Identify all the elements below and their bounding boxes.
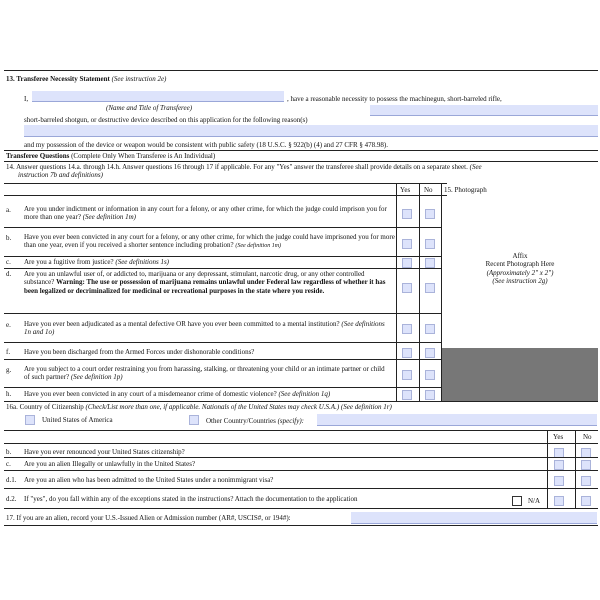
divider	[4, 359, 441, 360]
q14b-no-checkbox[interactable]	[425, 239, 435, 249]
q14d-no-checkbox[interactable]	[425, 283, 435, 293]
i-label: I,	[24, 95, 29, 103]
col-divider	[547, 430, 548, 508]
q14d-letter: d.	[6, 270, 12, 278]
divider	[4, 401, 598, 402]
photo-instructions: Affix Recent Photograph Here (Approximately 2" x 2") (See instruction 2g)	[485, 252, 555, 286]
na-label: N/A	[528, 497, 541, 505]
q16b-letter: b.	[6, 448, 12, 456]
divider	[4, 508, 598, 509]
divider	[4, 150, 598, 151]
q16d1-no-checkbox[interactable]	[581, 476, 591, 486]
necessity-text: , have a reasonable necessity to possess the machinegun, short-barreled rifle,	[287, 95, 502, 103]
divider	[4, 457, 598, 458]
col-divider	[419, 183, 420, 401]
other-country-label: Other Country/Countries (specify):	[206, 417, 304, 425]
q16d2-text: If "yes", do you fall within any of the exceptions stated in the instructions? Attach the documentation to the application	[24, 495, 358, 503]
q14a-no-checkbox[interactable]	[425, 209, 435, 219]
col-divider	[575, 430, 576, 508]
q16d2-na-checkbox[interactable]	[512, 496, 522, 506]
q14g-no-checkbox[interactable]	[425, 370, 435, 380]
q14d-text: Are you an unlawful user of, or addicted to, marijuana or any depressant, stimulant, narcotic drug, or any other controlled substance? Warning: The use or possession of marijuana remains unlawful under Federal law regardless of whether it has been legalized or decriminalized for medicinal or recreational purposes in the state where you reside.	[24, 270, 386, 295]
divider	[4, 161, 598, 162]
q14-intro: 14. Answer questions 14.a. through 14.h. Answer questions 16 through 17 if applicable. For any "Yes" answer the transferee shall provide details on a separate sheet. (See	[6, 163, 482, 171]
photograph-label: 15. Photograph	[444, 186, 487, 194]
q16a-label: 16a. Country of Citizenship (Check/List more than one, if applicable. Nationals of the United States may check U.S.A.) (See definition 1r)	[6, 403, 392, 411]
q16d1-text: Are you an alien who has been admitted to the United States under a nonimmigrant visa?	[24, 476, 274, 484]
other-country-field[interactable]	[317, 414, 597, 426]
q16d2-yes-checkbox[interactable]	[554, 496, 564, 506]
q14c-no-checkbox[interactable]	[425, 258, 435, 268]
transferee-name-title-field[interactable]	[32, 91, 284, 102]
yes-header-2: Yes	[553, 433, 564, 441]
divider	[4, 470, 598, 471]
q14h-letter: h.	[6, 390, 12, 398]
q14a-letter: a.	[6, 206, 11, 214]
divider	[4, 268, 441, 269]
divider	[4, 70, 598, 71]
q14e-letter: e.	[6, 321, 11, 329]
divider	[4, 525, 598, 526]
q14e-no-checkbox[interactable]	[425, 324, 435, 334]
q14h-text: Have you ever been convicted in any court of a misdemeanor crime of domestic violence? (See definition 1q)	[24, 390, 331, 398]
no-header-2: No	[583, 433, 592, 441]
transferee-questions-heading: Transferee Questions (Complete Only When Transferee is An Individual)	[6, 152, 216, 160]
q16d1-yes-checkbox[interactable]	[554, 476, 564, 486]
q16c-no-checkbox[interactable]	[581, 460, 591, 470]
divider	[4, 227, 441, 228]
q16d2-letter: d.2.	[6, 495, 17, 503]
q14-intro-ref: instruction 7b and definitions)	[18, 171, 103, 179]
alien-number-field[interactable]	[351, 512, 597, 524]
reason-prompt: short-barreled shotgun, or destructive device described on this application for the following reason(s)	[24, 116, 308, 124]
divider	[4, 342, 441, 343]
divider	[4, 488, 598, 489]
q14d-yes-checkbox[interactable]	[402, 283, 412, 293]
divider	[4, 387, 441, 388]
q14c-letter: c.	[6, 258, 11, 266]
q14g-text: Are you subject to a court order restraining you from harassing, stalking, or threatening your child or an intimate partner or child of such partner? (See definition 1p)	[24, 365, 385, 382]
divider	[4, 195, 447, 196]
atf-form-section	[4, 70, 598, 526]
divider	[4, 443, 598, 444]
q14e-text: Have you ever been adjudicated as a mental defective OR have you ever been committed to a mental institution? (See definitions 1n and 1o)	[24, 320, 385, 337]
reason-field-2[interactable]	[24, 125, 598, 137]
q16c-letter: c.	[6, 460, 11, 468]
usa-checkbox[interactable]	[25, 415, 35, 425]
q14f-text: Have you been discharged from the Armed Forces under dishonorable conditions?	[24, 348, 255, 356]
q14h-no-checkbox[interactable]	[425, 390, 435, 400]
q16b-text: Have you ever renounced your United States citizenship?	[24, 448, 185, 456]
q14f-no-checkbox[interactable]	[425, 348, 435, 358]
q14b-yes-checkbox[interactable]	[402, 239, 412, 249]
other-country-checkbox[interactable]	[189, 415, 199, 425]
public-safety-statement: and my possession of the device or weapon would be consistent with public safety (18 U.S.C. § 922(b) (4) and 27 CFR § 478.98).	[24, 141, 388, 149]
usa-label: United States of America	[42, 416, 113, 424]
q14b-letter: b.	[6, 234, 12, 242]
section-13-title: 13. Transferee Necessity Statement (See instruction 2e)	[6, 75, 167, 83]
q14g-letter: g.	[6, 366, 12, 374]
yes-header: Yes	[400, 186, 411, 194]
q16c-text: Are you an alien Illegally or unlawfully in the United States?	[24, 460, 196, 468]
q16c-yes-checkbox[interactable]	[554, 460, 564, 470]
q14g-yes-checkbox[interactable]	[402, 370, 412, 380]
divider	[4, 313, 441, 314]
q14b-text: Have you ever been convicted in any court for a felony, or any other crime, for which the judge could have imprisoned you for more than one year, even if you received a shorter sentence including probation? (See definition 1m)	[24, 233, 395, 250]
q14a-text: Are you under indictment or information in any court for a felony, or any other crime, for which the judge could imprison you for more than one year? (See definition 1m)	[24, 205, 387, 222]
q14a-yes-checkbox[interactable]	[402, 209, 412, 219]
q14h-yes-checkbox[interactable]	[402, 390, 412, 400]
no-header: No	[424, 186, 433, 194]
divider	[4, 256, 441, 257]
divider	[4, 183, 447, 184]
name-caption: (Name and Title of Transferee)	[106, 104, 193, 112]
col-divider	[396, 183, 397, 401]
q17-text: 17. If you are an alien, record your U.S.-Issued Alien or Admission number (AR#, USCIS#, or 194#):	[6, 514, 291, 522]
divider	[4, 430, 598, 431]
q14c-yes-checkbox[interactable]	[402, 258, 412, 268]
q14f-yes-checkbox[interactable]	[402, 348, 412, 358]
q14e-yes-checkbox[interactable]	[402, 324, 412, 334]
reason-field-1[interactable]	[370, 105, 598, 116]
q14c-text: Are you a fugitive from justice? (See definitions 1s)	[24, 258, 170, 266]
q14f-letter: f.	[6, 348, 11, 356]
q16d2-no-checkbox[interactable]	[581, 496, 591, 506]
photo-shaded-area	[442, 348, 598, 401]
q16d1-letter: d.1.	[6, 476, 17, 484]
